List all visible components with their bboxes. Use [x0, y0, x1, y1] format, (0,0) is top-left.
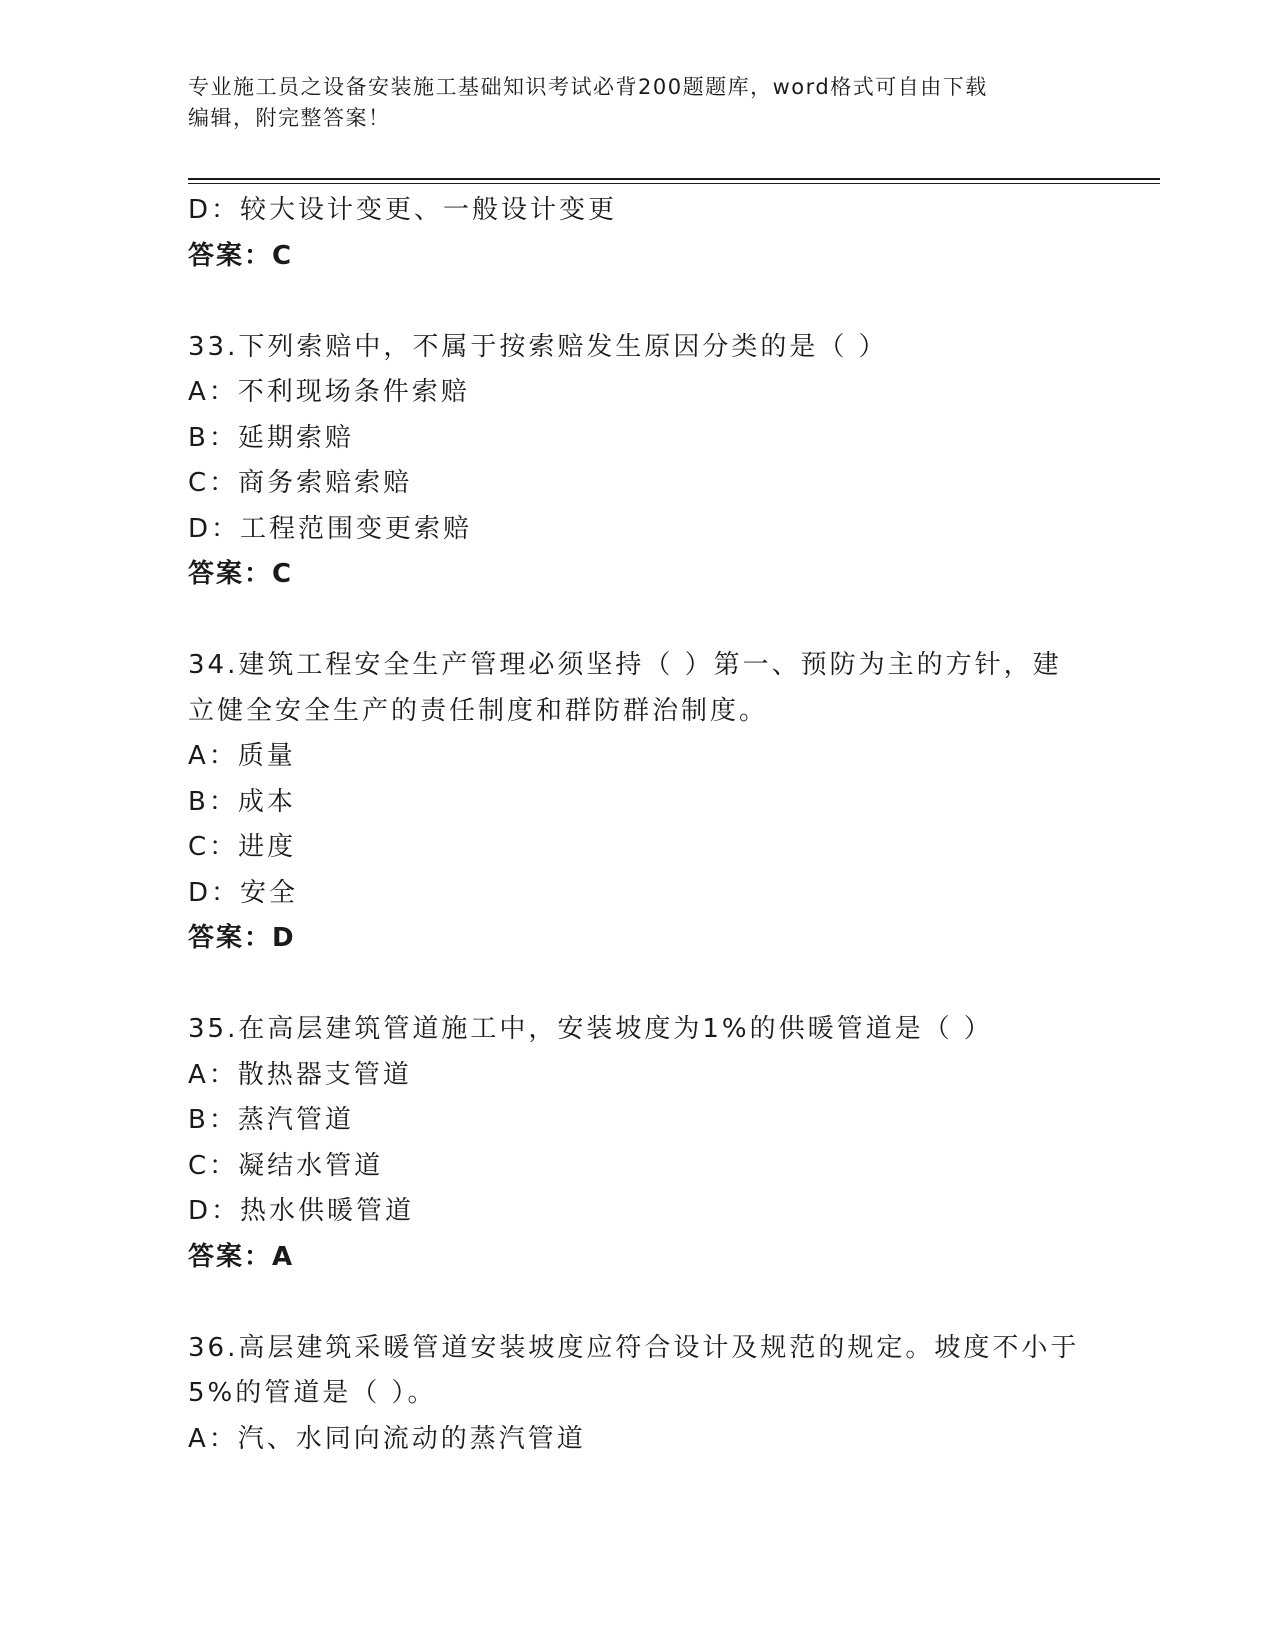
question-35	[188, 1007, 1088, 1280]
option-d: D：热水供暖管道	[188, 1196, 415, 1226]
question-36	[188, 1326, 1088, 1463]
option-d: D：较大设计变更、一般设计变更	[188, 195, 618, 225]
answer-line: 答案：D	[188, 923, 296, 953]
question-stem-continued: 5%的管道是（ ）。	[188, 1378, 437, 1408]
header-divider-thin	[188, 183, 1160, 184]
option-a: A：质量	[188, 741, 296, 771]
question-stem: 35.在高层建筑管道施工中，安装坡度为1%的供暖管道是（ ）	[188, 1014, 993, 1044]
option-b: B：成本	[188, 786, 296, 817]
option-d: D：工程范围变更索赔	[188, 513, 473, 544]
header-line-1: 专业施工员之设备安装施工基础知识考试必背200题题库，word格式可自由下载	[188, 75, 988, 99]
question-list	[188, 188, 1088, 1462]
option-b: B：延期索赔	[188, 422, 354, 453]
question-stem: 33.下列索赔中，不属于按索赔发生原因分类的是（ ）	[188, 331, 888, 362]
question-stem: 36.高层建筑采暖管道安装坡度应符合设计及规范的规定。坡度不小于	[188, 1332, 1080, 1363]
answer-line: 答案：C	[188, 559, 294, 589]
header-line-2: 编辑，附完整答案！	[188, 106, 391, 130]
option-d: D：安全	[188, 877, 299, 908]
answer-line: 答案：C	[188, 240, 294, 271]
header-divider-thick	[188, 178, 1160, 180]
option-a: A：不利现场条件索赔	[188, 377, 470, 407]
answer-line: 答案：A	[188, 1241, 295, 1272]
option-c: C：凝结水管道	[188, 1150, 384, 1181]
option-c: C：进度	[188, 832, 297, 862]
option-a: A：散热器支管道	[188, 1059, 412, 1090]
option-a: A：汽、水同向流动的蒸汽管道	[188, 1423, 586, 1454]
question-stem: 34.建筑工程安全生产管理必须坚持（ ）第一、预防为主的方针，建	[188, 650, 1062, 680]
question-33	[188, 325, 1088, 598]
question-34	[188, 643, 1088, 962]
option-b: B：蒸汽管道	[188, 1105, 354, 1135]
question-stem-continued: 立健全安全生产的责任制度和群防群治制度。	[188, 695, 769, 726]
option-c: C：商务索赔索赔	[188, 468, 413, 498]
document-header	[188, 72, 1088, 134]
previous-question-tail	[188, 188, 1088, 279]
